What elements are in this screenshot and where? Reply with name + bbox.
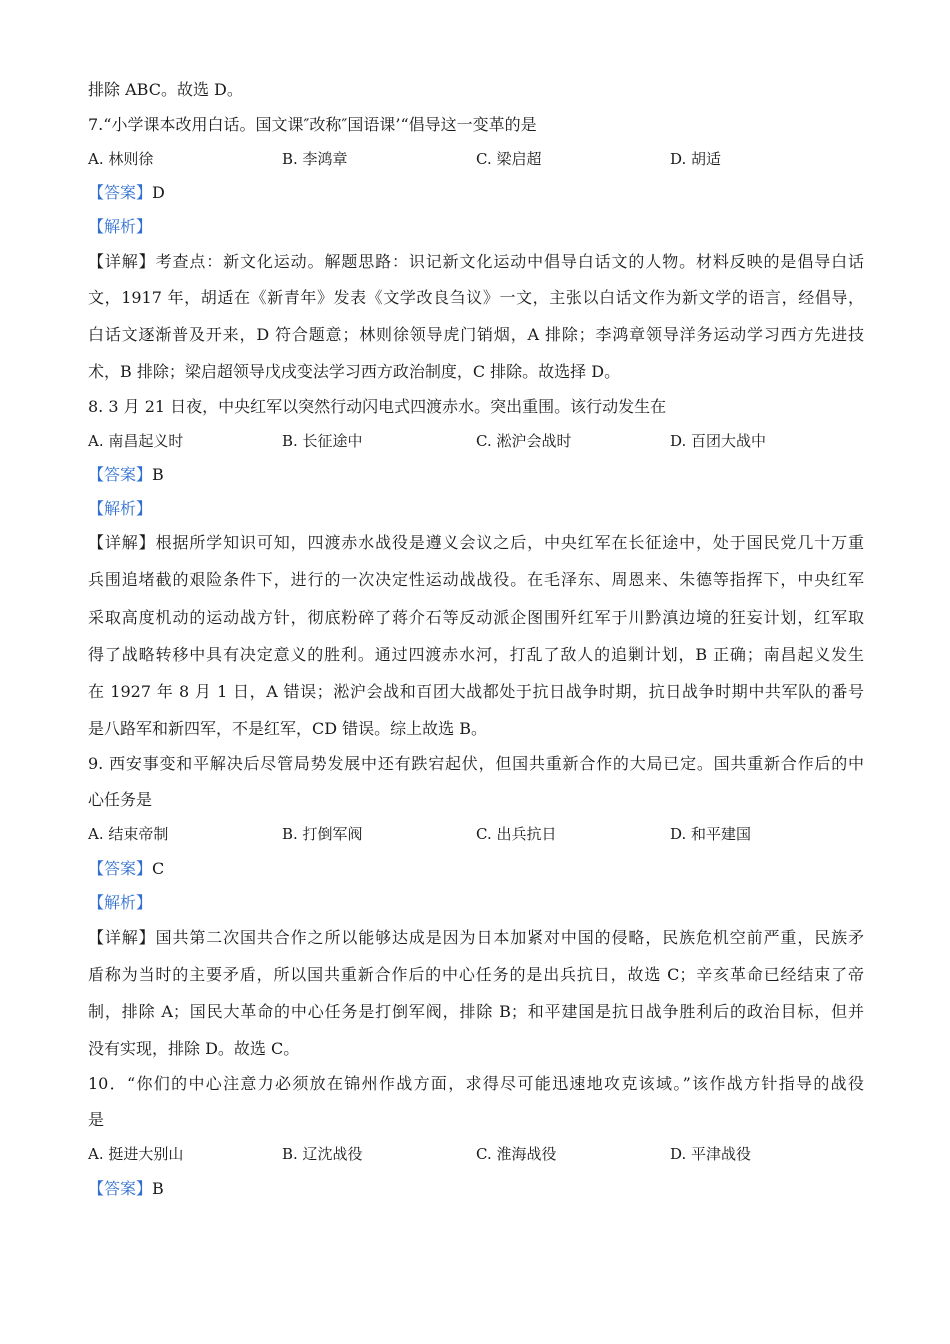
option-c: C. 梁启超	[476, 150, 542, 168]
analysis-tag: 【解析】	[88, 893, 153, 912]
answer-value: C	[152, 859, 165, 878]
option-d: D. 百团大战中	[670, 432, 767, 450]
detail-line: 是八路军和新四军，不是红军，CD 错误。综上故选 B。	[88, 719, 488, 738]
option-d: D. 胡适	[670, 150, 722, 168]
analysis-tag: 【解析】	[88, 217, 153, 236]
option-c: C. 出兵抗日	[476, 825, 557, 843]
question-9-cont: 心任务是	[88, 790, 153, 809]
answer-line	[88, 183, 165, 203]
detail-line	[88, 252, 864, 272]
detail-tag: 【详解】	[88, 533, 156, 552]
detail-line	[88, 928, 864, 948]
question-7: 7.“小学课本改用白话。国文课″改称″国语课’“倡导这一变革的是	[88, 115, 537, 134]
analysis-line	[88, 893, 152, 913]
option-b: B. 长征途中	[282, 432, 363, 450]
option-a: A. 南昌起义时	[88, 432, 184, 450]
option-b: B. 李鸿章	[282, 150, 348, 168]
detail-text: 国共第二次国共合作之所以能够达成是因为日本加紧对中国的侵略，民族危机空前严重，民族矛	[155, 928, 864, 947]
detail-text: 根据所学知识可知，四渡赤水战役是遵义会议之后，中央红军在长征途中，处于国民党几十万重	[155, 533, 864, 552]
option-c: C. 淮海战役	[476, 1145, 557, 1163]
detail-line: 采取高度机动的运动战方针，彻底粉碎了蒋介石等反动派企图围歼红军于川黔滇边境的狂妄计划，红军取	[88, 608, 864, 627]
option-c: C. 淞沪会战时	[476, 432, 572, 450]
answer-tag: 【答案】	[88, 1179, 153, 1198]
question-8: 8. 3 月 21 日夜，中央红军以突然行动闪电式四渡赤水。突出重围。该行动发生在	[88, 397, 667, 416]
detail-tag: 【详解】	[88, 252, 156, 271]
detail-line	[88, 533, 864, 553]
option-a: A. 挺进大别山	[88, 1145, 184, 1163]
analysis-tag: 【解析】	[88, 499, 153, 518]
option-a: A. 结束帝制	[88, 825, 169, 843]
answer-line	[88, 859, 164, 879]
answer-value: D	[152, 183, 165, 202]
detail-line: 术，B 排除；梁启超领导戊戌变法学习西方政治制度，C 排除。故选择 D。	[88, 362, 621, 381]
detail-text: 考查点：新文化运动。解题思路：识记新文化运动中倡导白话文的人物。材料反映的是倡导白话	[155, 252, 864, 271]
detail-line: 在 1927 年 8 月 1 日，A 错误；淞沪会战和百团大战都处于抗日战争时期，抗日战争时期中共军队的番号	[88, 682, 864, 701]
answer-line	[88, 465, 164, 485]
answer-line	[88, 1179, 164, 1199]
answer-value: B	[152, 465, 164, 484]
question-10-cont: 是	[88, 1110, 105, 1129]
detail-line: 文，1917 年，胡适在《新青年》发表《文学改良刍议》一文，主张以白话文作为新文学的语言，经倡导，	[88, 288, 864, 307]
analysis-line	[88, 499, 152, 519]
option-d: D. 和平建国	[670, 825, 752, 843]
option-a: A. 林则徐	[88, 150, 154, 168]
answer-tag: 【答案】	[88, 859, 153, 878]
option-b: B. 打倒军阀	[282, 825, 363, 843]
option-d: D. 平津战役	[670, 1145, 752, 1163]
detail-tag: 【详解】	[88, 928, 156, 947]
detail-line: 得了战略转移中具有决定意义的胜利。通过四渡赤水河，打乱了敌人的追剿计划，B 正确；南昌起义发生	[88, 645, 864, 664]
detail-line: 盾称为当时的主要矛盾，所以国共重新合作后的中心任务的是出兵抗日，故选 C；辛亥革命已经结束了帝	[88, 965, 864, 984]
question-10: 10．“你们的中心注意力必须放在锦州作战方面，求得尽可能迅速地攻克该域。”该作战方针指导的战役	[88, 1074, 864, 1093]
detail-line: 兵围追堵截的艰险条件下，进行的一次决定性运动战战役。在毛泽东、周恩来、朱德等指挥下，中央红军	[88, 570, 864, 589]
detail-line: 白话文逐渐普及开来，D 符合题意；林则徐领导虎门销烟，A 排除；李鸿章领导洋务运动学习西方先进技	[88, 325, 864, 344]
detail-line: 没有实现，排除 D。故选 C。	[88, 1039, 300, 1058]
answer-tag: 【答案】	[88, 183, 153, 202]
analysis-line	[88, 217, 152, 237]
text-line: 排除 ABC。故选 D。	[88, 80, 243, 99]
answer-tag: 【答案】	[88, 465, 153, 484]
answer-value: B	[152, 1179, 164, 1198]
detail-line: 制，排除 A；国民大革命的中心任务是打倒军阀，排除 B；和平建国是抗日战争胜利后的政治目标，但并	[88, 1002, 864, 1021]
question-9: 9. 西安事变和平解决后尽管局势发展中还有跌宕起伏，但国共重新合作的大局已定。国共重新合作后的中	[88, 754, 864, 773]
option-b: B. 辽沈战役	[282, 1145, 363, 1163]
